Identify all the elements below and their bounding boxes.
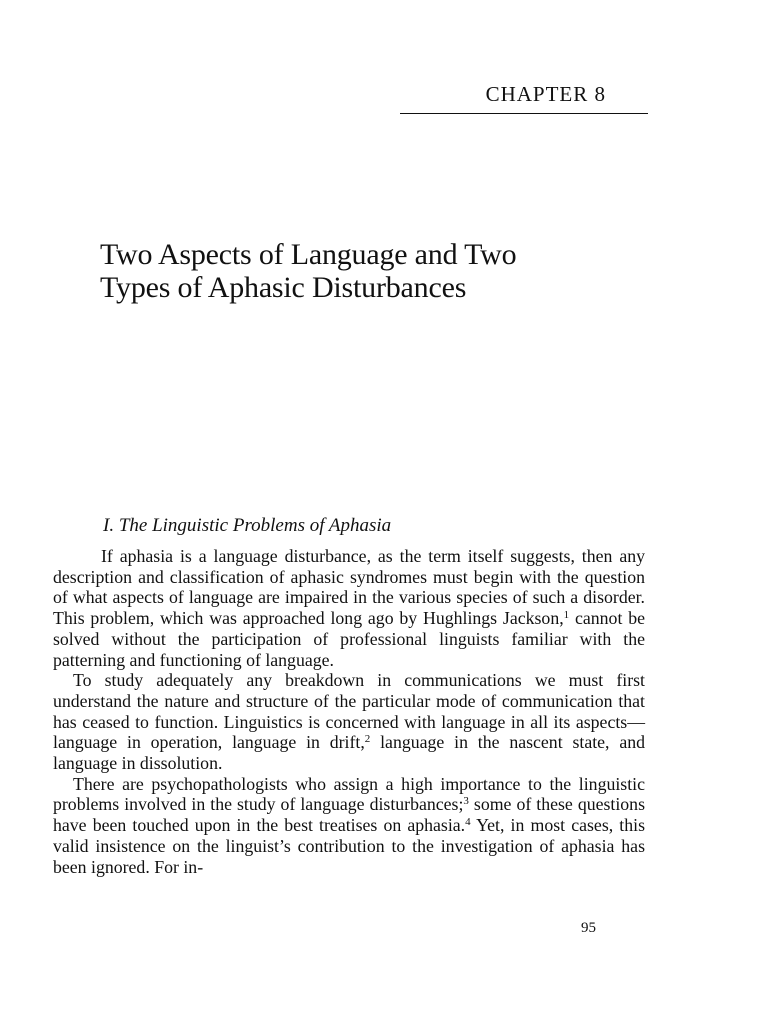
chapter-title-line-2: Types of Aphasic Disturbances [100,271,467,304]
paragraph-2-text-a: To study adequately any breakdown in communications we must first understand the nature and structure of the particular mode of communication that has ceased to function. Linguistics is concerned with language in all its aspects—language in operation, language in drift, [53,670,645,753]
paragraph-2-text-b: language in the nascent state, and language in dissolution. [53,732,645,774]
paragraph-2 [53,670,645,774]
chapter-label: CHAPTER 8 [485,82,606,106]
paragraph-1-text-b: cannot be solved without the participation of professional linguists familiar with the patterning and functioning of language. [53,608,645,670]
section-heading: I. The Linguistic Problems of Aphasia [103,515,392,536]
page-number: 95 [581,920,596,936]
paragraph-1-text-a: If aphasia is a language disturbance, as the term itself suggests, then any description and classification of aphasic syndromes must begin with the question of what aspects of language are impaired in the various species of such a disorder. This problem, which was approached long ago by Hughlings Jackson, [53,546,645,629]
paragraph-3 [53,774,645,878]
paragraph-3-text-b: some of these questions have been touched upon in the best treatises on aphasia. [53,794,645,836]
chapter-title [100,238,660,304]
chapter-title-line-1: Two Aspects of Language and Two [100,238,517,271]
paragraph-3-text-a: There are psychopathologists who assign a high importance to the linguistic problems involved in the study of language disturbances; [53,773,645,815]
body-text [53,546,645,877]
paragraph-3-text-c: Yet, in most cases, this valid insistence on the linguist’s contribution to the investigation of aphasia has been ignored. For in- [53,815,645,877]
footnote-marker-3: 3 [463,795,469,808]
paragraph-1 [53,546,645,670]
footnote-marker-2: 2 [364,733,371,746]
footnote-marker-4: 4 [465,816,471,829]
footnote-marker-1: 1 [563,609,570,622]
chapter-rule [400,113,648,114]
